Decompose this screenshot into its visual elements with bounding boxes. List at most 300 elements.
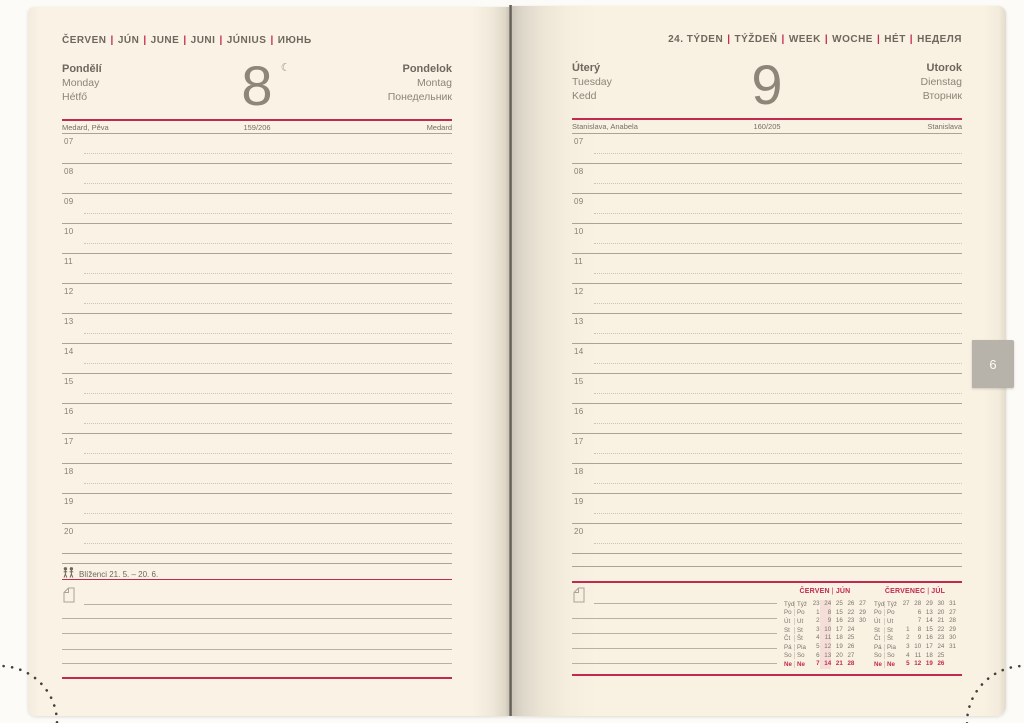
hour-row	[62, 463, 452, 493]
calendar-cell: 25	[847, 634, 855, 642]
separator-pipe: |	[824, 34, 829, 45]
hour-dotted-line	[84, 303, 452, 304]
day-names-local	[572, 61, 612, 103]
calendar-cell: 27	[902, 600, 910, 607]
nameday-slovak: Medard	[426, 123, 452, 132]
note-page-icon	[572, 587, 586, 608]
header-segment: HÉT	[884, 34, 906, 45]
hour-label: 17	[64, 437, 74, 446]
hour-label: 15	[574, 377, 584, 386]
calendar-cell: 25	[937, 651, 945, 659]
hour-dotted-line	[84, 183, 452, 184]
calendar-cell: 6	[816, 651, 820, 659]
note-line	[572, 633, 777, 634]
header-segment: WOCHE	[832, 34, 873, 45]
header-segment: НЕДЕЛЯ	[917, 34, 962, 45]
hour-label: 12	[64, 287, 74, 296]
calendar-cell: 15	[835, 608, 843, 616]
day-name-line: Úterý	[572, 62, 601, 74]
calendar-cell: 18	[925, 651, 933, 659]
hour-label: 19	[574, 497, 584, 506]
day-name-line: Utorok	[926, 62, 962, 74]
separator-pipe: |	[876, 34, 881, 45]
calendar-row	[874, 660, 956, 669]
hour-dotted-line	[84, 393, 452, 394]
calendar-cell: 14	[820, 660, 832, 669]
day-name-line: Monday	[62, 77, 100, 89]
separator-pipe: |	[727, 34, 731, 45]
calendar-cell: 16	[835, 617, 843, 625]
day-name-line: Pondělí	[62, 63, 102, 75]
calendar-cell: 17	[835, 625, 843, 633]
calendar-cell: 23	[937, 634, 945, 642]
day-name-line: Tuesday	[572, 76, 612, 88]
hour-label: 16	[574, 407, 584, 416]
hour-row	[62, 193, 452, 223]
hour-row	[572, 493, 962, 523]
calendar-row-label: Ne	[887, 660, 895, 668]
hour-row	[572, 313, 962, 343]
calendar-cell: 29	[949, 625, 956, 633]
calendar-row	[784, 643, 866, 652]
calendar-row-label: Týž	[797, 600, 807, 608]
calendar-row-label: Po	[784, 609, 795, 616]
hour-row	[62, 343, 452, 373]
calendar-cell: 11	[914, 651, 922, 659]
bottom-red-rule	[62, 677, 452, 679]
hour-label: 08	[64, 167, 74, 176]
hour-row	[62, 283, 452, 313]
calendar-row-label: Pia	[887, 643, 896, 651]
day-names-foreign	[388, 62, 452, 104]
day-number: 9	[751, 53, 783, 116]
calendar-cell: 19	[925, 660, 933, 668]
header-segment: JUNI	[190, 35, 216, 46]
header-segment: WEEK	[788, 34, 821, 45]
corner-stitching-left	[0, 651, 72, 723]
calendar-row-label: Po	[797, 609, 805, 617]
calendar-cell: 19	[835, 642, 843, 650]
hour-label: 17	[574, 437, 584, 446]
calendar-row-label: Po	[874, 609, 885, 616]
hour-dotted-line	[84, 333, 452, 334]
calendar-row-label: Ut	[887, 617, 894, 625]
calendar-row	[784, 660, 866, 669]
hour-dotted-line	[84, 513, 452, 514]
mini-calendar	[874, 588, 956, 669]
calendar-cell	[854, 626, 866, 635]
hour-label: 18	[574, 467, 584, 476]
gemini-icon	[62, 567, 75, 581]
calendar-cell: 20	[937, 608, 945, 616]
hour-dotted-line	[594, 453, 962, 454]
mini-calendars	[784, 588, 956, 669]
hour-dotted-line	[594, 543, 962, 544]
hour-label: 08	[574, 167, 584, 176]
header-segment: ČERVEN	[62, 35, 107, 46]
calendar-row-label: Po	[887, 609, 895, 617]
hour-dotted-line	[594, 153, 962, 154]
calendar-row-label: St	[874, 627, 885, 634]
calendar-row-label: St	[887, 626, 893, 634]
hour-row	[572, 523, 962, 553]
hour-dotted-line	[594, 393, 962, 394]
hour-dotted-line	[84, 153, 452, 154]
calendar-cell: 2	[816, 617, 820, 625]
calendar-cell: 16	[925, 634, 933, 642]
month-header	[62, 35, 452, 46]
calendar-row-label: Št	[887, 635, 893, 643]
calendar-cell: 12	[914, 660, 922, 668]
calendar-cell: 1	[816, 608, 820, 616]
left-page	[28, 7, 510, 716]
calendar-row-label: Ne	[784, 661, 795, 668]
calendar-cell: 3	[816, 625, 820, 633]
calendar-cell: 26	[937, 660, 945, 668]
calendar-row-label: Pá	[784, 644, 795, 651]
hour-dotted-line	[594, 333, 962, 334]
zodiac-label: Blíženci 21. 5. – 20. 6.	[79, 569, 159, 579]
hour-label: 10	[574, 227, 584, 236]
nameday-czech: Medard, Pěva	[62, 123, 109, 132]
hour-grid	[62, 133, 452, 554]
day-number-block	[751, 53, 783, 116]
note-line	[62, 618, 452, 619]
hour-row	[62, 313, 452, 343]
calendar-month-name: JÚN	[835, 588, 851, 595]
hour-dotted-line	[594, 303, 962, 304]
note-page-icon	[62, 587, 76, 608]
nameday-slovak: Stanislava	[927, 122, 962, 131]
calendar-cell: 13	[925, 608, 933, 616]
calendar-cell: 31	[949, 642, 956, 650]
spacer-line	[572, 566, 962, 567]
hour-row	[572, 283, 962, 313]
calendar-cell	[854, 660, 866, 669]
calendar-row	[874, 617, 956, 626]
calendar-cell: 1	[906, 625, 910, 633]
hour-row	[62, 403, 452, 433]
calendar-row-label: Pá	[874, 644, 885, 651]
mini-calendar-title	[874, 588, 956, 598]
calendar-cell: 30	[859, 617, 866, 625]
day-name-line: Pondelok	[402, 63, 452, 75]
separator-pipe: |	[183, 35, 187, 46]
separator-pipe: |	[270, 35, 274, 46]
moon-phase-icon: ☾	[280, 62, 291, 74]
hour-row	[572, 433, 962, 463]
hour-dotted-line	[84, 543, 452, 544]
calendar-cell: 20	[835, 651, 843, 659]
header-red-rule	[572, 118, 962, 120]
calendar-cell: 27	[949, 608, 956, 616]
hour-label: 20	[64, 527, 74, 536]
calendar-row-label: Týd	[784, 600, 795, 608]
hour-row	[62, 133, 452, 163]
calendar-row-label: Út	[784, 618, 795, 625]
separator-pipe: |	[781, 34, 785, 45]
hour-dotted-line	[594, 363, 962, 364]
calendar-cell: 30	[949, 634, 956, 642]
hour-row	[572, 253, 962, 283]
calendar-cell: 30	[937, 600, 945, 607]
calendar-row	[784, 617, 866, 626]
calendar-row-label: Týž	[887, 600, 897, 608]
calendar-cell: 12	[820, 643, 832, 652]
separator-pipe: |	[831, 588, 834, 595]
calendar-cell: 8	[820, 609, 832, 618]
day-name-line: Kedd	[572, 90, 597, 102]
note-line	[84, 604, 452, 605]
hour-grid	[572, 133, 962, 554]
hour-label: 16	[64, 407, 74, 416]
hour-row	[572, 463, 962, 493]
hour-dotted-line	[594, 513, 962, 514]
calendar-month-name: JÚL	[931, 588, 946, 595]
calendar-row-label: Týd	[874, 600, 885, 608]
hour-row	[62, 223, 452, 253]
hour-row	[572, 193, 962, 223]
hour-row	[572, 133, 962, 163]
calendar-row-label: So	[887, 652, 895, 660]
zodiac-row	[62, 563, 452, 580]
hour-row	[572, 163, 962, 193]
hour-row	[62, 373, 452, 403]
hour-dotted-line	[594, 183, 962, 184]
calendar-row	[874, 652, 956, 661]
separator-pipe: |	[219, 35, 223, 46]
calendar-cell: 13	[820, 652, 832, 661]
calendar-cell: 27	[859, 600, 866, 607]
week-header	[572, 34, 962, 45]
day-header-left-page	[62, 54, 452, 118]
hour-dotted-line	[84, 363, 452, 364]
hour-dotted-line	[84, 273, 452, 274]
hour-dotted-line	[84, 453, 452, 454]
note-line	[572, 648, 777, 649]
calendar-cell: 15	[925, 625, 933, 633]
calendar-cell	[898, 617, 910, 626]
calendar-cell: 18	[835, 634, 843, 642]
calendar-cell: 22	[937, 625, 945, 633]
calendar-cell: 27	[847, 651, 855, 659]
calendar-cell: 14	[925, 617, 933, 625]
hour-label: 10	[64, 227, 74, 236]
calendar-row-label: So	[797, 652, 805, 660]
note-line	[62, 649, 452, 650]
calendar-cell: 6	[917, 608, 922, 616]
calendar-row-label: Pia	[797, 643, 806, 651]
notes-area	[62, 584, 452, 680]
hour-row	[572, 373, 962, 403]
calendar-cell: 28	[847, 660, 855, 668]
hour-dotted-line	[84, 243, 452, 244]
day-header-right-page	[572, 53, 962, 117]
calendar-month-name: ČERVEN	[799, 588, 830, 595]
calendar-row	[874, 626, 956, 635]
calendar-cell	[854, 652, 866, 661]
day-number-block	[241, 54, 291, 117]
calendar-cell: 26	[847, 642, 855, 650]
calendar-cell: 9	[917, 634, 922, 642]
hour-dotted-line	[594, 483, 962, 484]
hour-label: 12	[574, 287, 584, 296]
calendar-row	[874, 643, 956, 652]
hour-dotted-line	[84, 423, 452, 424]
hour-label: 14	[574, 347, 584, 356]
calendar-cell: 7	[917, 617, 922, 625]
calendar-row	[784, 609, 866, 618]
calendar-cell: 7	[816, 660, 820, 668]
header-segment: JUNE	[150, 35, 180, 46]
calendar-row-label: So	[784, 652, 795, 659]
day-name-line: Dienstag	[920, 76, 962, 88]
bottom-red-rule	[572, 674, 962, 676]
hour-label: 20	[574, 527, 584, 536]
hour-dotted-line	[594, 213, 962, 214]
hour-row	[572, 403, 962, 433]
hour-row	[62, 433, 452, 463]
calendar-cell: 28	[949, 617, 956, 625]
note-line	[62, 633, 452, 634]
calendar-cell: 29	[925, 600, 933, 607]
note-line	[572, 663, 777, 664]
day-name-line: Montag	[416, 77, 452, 89]
notes-red-rule	[572, 581, 962, 583]
separator-pipe: |	[110, 35, 114, 46]
day-names-foreign	[921, 61, 962, 103]
calendar-row-label: St	[784, 627, 795, 634]
calendar-row-label: Ne	[797, 660, 805, 668]
header-red-rule	[62, 119, 452, 121]
calendar-cell: 5	[906, 660, 910, 668]
hour-row	[62, 253, 452, 283]
hour-label: 18	[64, 467, 74, 476]
notes-area	[572, 584, 962, 677]
calendar-cell: 10	[914, 642, 922, 650]
right-page	[512, 6, 1006, 716]
calendar-cell: 9	[820, 617, 832, 626]
calendar-cell: 21	[937, 617, 945, 625]
calendar-cell	[854, 643, 866, 652]
calendar-row-label: St	[797, 626, 803, 634]
calendar-month-name: ČERVENEC	[884, 588, 926, 595]
nameday-czech: Stanislava, Anabela	[572, 122, 638, 131]
hour-label: 11	[64, 257, 73, 266]
separator-pipe: |	[143, 35, 147, 46]
note-line	[594, 603, 777, 604]
day-number: 8	[241, 54, 273, 117]
calendar-cell: 11	[820, 634, 832, 643]
hour-label: 19	[64, 497, 74, 506]
hour-label: 13	[64, 317, 74, 326]
calendar-row	[874, 609, 956, 618]
header-segment: 24. TÝDEN	[668, 34, 724, 45]
note-line	[62, 663, 452, 664]
hour-dotted-line	[84, 213, 452, 214]
calendar-cell: 24	[820, 600, 832, 609]
day-of-year: 159/206	[243, 123, 271, 132]
calendar-cell: 29	[859, 608, 866, 616]
calendar-row	[874, 600, 956, 609]
calendar-row-label: So	[874, 652, 885, 659]
calendar-cell: 8	[917, 625, 922, 633]
separator-pipe: |	[909, 34, 914, 45]
calendar-row-label: Út	[874, 618, 885, 625]
hour-label: 13	[574, 317, 584, 326]
hour-label: 15	[64, 377, 74, 386]
hour-row	[62, 163, 452, 193]
calendar-cell: 24	[937, 642, 945, 650]
day-name-line: Вторник	[922, 90, 962, 102]
calendar-cell: 23	[812, 600, 820, 607]
calendar-cell: 5	[816, 642, 820, 650]
calendar-cell: 25	[835, 600, 843, 607]
header-segment: JÚN	[117, 35, 140, 46]
mini-calendar-title	[784, 588, 866, 598]
hour-row	[572, 223, 962, 253]
calendar-cell	[898, 609, 910, 618]
calendar-cell: 26	[847, 600, 855, 607]
hour-label: 14	[64, 347, 74, 356]
day-name-line: Hétfő	[62, 91, 88, 103]
calendar-cell: 23	[847, 617, 855, 625]
day-names-local	[62, 62, 102, 104]
corner-stitching-right	[952, 651, 1024, 723]
header-segment: JÚNIUS	[226, 35, 267, 46]
calendar-row-label: Ne	[874, 661, 885, 668]
hour-dotted-line	[594, 423, 962, 424]
calendar-cell	[854, 634, 866, 643]
hour-row	[62, 493, 452, 523]
calendar-row	[784, 600, 866, 609]
calendar-cell: 21	[835, 660, 843, 668]
calendar-cell: 4	[906, 651, 910, 659]
hour-label: 11	[574, 257, 583, 266]
header-segment: TÝŽDEŇ	[734, 34, 778, 45]
calendar-row	[784, 634, 866, 643]
calendar-row-label: Čt	[874, 635, 885, 642]
calendar-cell: 31	[949, 600, 956, 607]
mini-calendar	[784, 588, 866, 669]
calendar-cell: 10	[820, 626, 832, 635]
calendar-cell: 22	[847, 608, 855, 616]
calendar-cell: 28	[914, 600, 922, 607]
calendar-cell: 3	[906, 642, 910, 650]
header-segment: ИЮНЬ	[277, 35, 312, 46]
hour-label: 07	[64, 137, 74, 146]
day-of-year: 160/205	[753, 122, 781, 131]
calendar-row-label: Ut	[797, 617, 804, 625]
separator-pipe: |	[927, 588, 930, 595]
hour-label: 07	[574, 137, 584, 146]
calendar-cell: 2	[906, 634, 910, 642]
month-tab: 6	[972, 340, 1014, 388]
calendar-cell: 17	[925, 642, 933, 650]
hour-label: 09	[574, 197, 584, 206]
hour-row	[572, 343, 962, 373]
hour-label: 09	[64, 197, 74, 206]
hour-dotted-line	[84, 483, 452, 484]
hour-dotted-line	[594, 243, 962, 244]
note-line	[572, 618, 777, 619]
calendar-row	[784, 626, 866, 635]
calendar-row-label: Čt	[784, 635, 795, 642]
calendar-row	[784, 652, 866, 661]
hour-dotted-line	[594, 273, 962, 274]
day-name-line: Понедельник	[387, 91, 452, 103]
calendar-cell: 24	[847, 625, 855, 633]
